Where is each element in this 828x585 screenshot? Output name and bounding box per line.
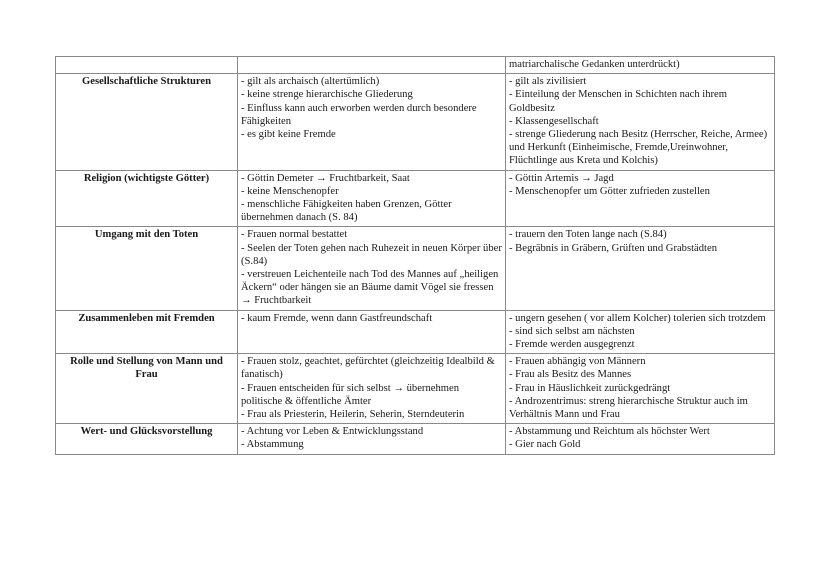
cell-line: - keine Menschenopfer [241, 185, 339, 197]
col2-cell [506, 170, 775, 227]
table-row [56, 74, 775, 170]
cell-line: - strenge Gliederung nach Besitz (Herrscher, Reiche, Armee) und Herkunft (Einheimische, Fremde,Ureinwohner, Flüchtlinge aus Kreta und Kolchis) [509, 129, 768, 167]
cell-line: - Frauen entscheiden für sich selbst → übernehmen politische & öffentliche Ämter [241, 382, 459, 407]
cell-line: - Göttin Demeter → Fruchtbarkeit, Saat [241, 172, 410, 184]
cell-line: - Frauen normal bestattet [241, 229, 348, 241]
col1-cell [238, 354, 506, 424]
cell-line: - Göttin Artemis → Jagd [509, 172, 614, 184]
cell-line: - Achtung vor Leben & Entwicklungsstand [241, 426, 424, 438]
row-label: Religion (wichtigste Götter) [56, 170, 238, 227]
cell-line: - Abstammung und Reichtum als höchster Wert [509, 426, 710, 438]
cell-line: - Klassengesellschaft [509, 115, 599, 127]
cell-line: - Frauen stolz, geachtet, gefürchtet (gleichzeitig Idealbild & fanatisch) [241, 356, 495, 381]
table-row [56, 170, 775, 227]
cell-line: - menschliche Fähigkeiten haben Grenzen, Götter übernehmen danach (S. 84) [241, 199, 452, 224]
cell-line: - keine strenge hierarchische Gliederung [241, 89, 413, 101]
cell-line: - Einteilung der Menschen in Schichten nach ihrem Goldbesitz [509, 89, 727, 114]
cell-line: - Androzentrimus: streng hierarchische Struktur auch im Verhältnis Mann und Frau [509, 395, 748, 421]
col1-cell [238, 424, 506, 454]
cell-line: - verstreuen Leichenteile nach Tod des Mannes auf „heiligen Äckern“ oder hängen sie an Bäume damit Vögel sie fressen → Fruchtbarkeit [241, 269, 499, 307]
cell-line: - Abstammung [241, 439, 304, 451]
table-body [56, 57, 775, 455]
col1-cell [238, 227, 506, 310]
table-row [56, 57, 775, 74]
cell-line: - sind sich selbst am nächsten [509, 325, 635, 337]
comparison-table [55, 56, 775, 455]
cell-line: - Gier nach Gold [509, 439, 581, 451]
cell-line: - Fremde werden ausgegrenzt [509, 339, 635, 351]
cell-line: - Begräbnis in Gräbern, Grüften und Grabstädten [509, 242, 717, 254]
cell-line: - trauern den Toten lange nach (S.84) [509, 229, 667, 241]
col1-cell [238, 57, 506, 74]
row-label: Umgang mit den Toten [56, 227, 238, 310]
col2-cell [506, 424, 775, 454]
col2-cell [506, 57, 775, 74]
table-row [56, 354, 775, 424]
row-label [56, 57, 238, 74]
cell-line: - Frau als Besitz des Mannes [509, 369, 632, 381]
cell-line: - Menschenopfer um Götter zufrieden zustellen [509, 185, 710, 197]
row-label: Zusammenleben mit Fremden [56, 310, 238, 354]
row-label: Gesellschaftliche Strukturen [56, 74, 238, 170]
row-label: Wert- und Glücksvorstellung [56, 424, 238, 454]
row-label: Rolle und Stellung von Mann und Frau [56, 354, 238, 424]
cell-line: - Seelen der Toten gehen nach Ruhezeit in neuen Körper über (S.84) [241, 242, 502, 267]
col1-cell [238, 310, 506, 354]
table-row [56, 227, 775, 310]
cell-line: - Frauen abhängig von Männern [509, 356, 646, 368]
col1-cell [238, 74, 506, 170]
col1-cell [238, 170, 506, 227]
col2-cell [506, 310, 775, 354]
col2-cell [506, 74, 775, 170]
table-row [56, 424, 775, 454]
col2-cell [506, 354, 775, 424]
cell-line: - ungern gesehen ( vor allem Kolcher) tolerien sich trotzdem [509, 312, 766, 324]
cell-line: - Frau als Priesterin, Heilerin, Seherin, Sterndeuterin [241, 409, 465, 421]
cell-line: - Frau in Häuslichkeit zurückgedrängt [509, 382, 671, 394]
cell-line: matriarchalische Gedanken unterdrückt) [509, 59, 680, 70]
cell-line: - Einfluss kann auch erworben werden durch besondere Fähigkeiten [241, 102, 477, 127]
cell-line: - es gibt keine Fremde [241, 129, 336, 141]
cell-line: - gilt als archaisch (altertümlich) [241, 76, 380, 88]
cell-line: - gilt als zivilisiert [509, 76, 587, 88]
table-row [56, 310, 775, 354]
cell-line: - kaum Fremde, wenn dann Gastfreundschaft [241, 312, 433, 324]
col2-cell [506, 227, 775, 310]
